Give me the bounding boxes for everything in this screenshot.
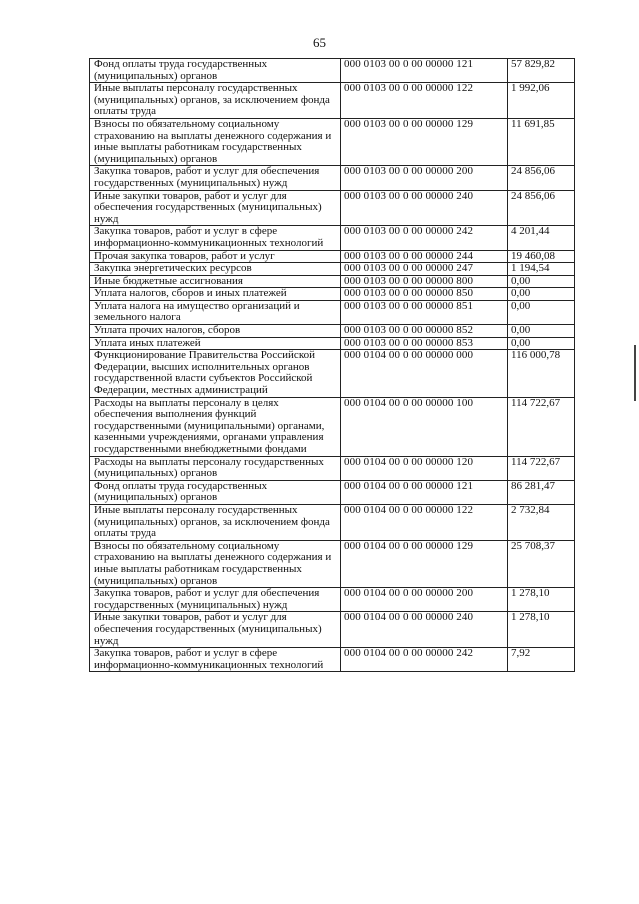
budget-code-cell: 000 0103 00 0 00 00000 853	[341, 337, 508, 350]
table-row	[90, 325, 575, 338]
budget-code-cell: 000 0103 00 0 00 00000 200	[341, 166, 508, 190]
table-row	[90, 540, 575, 587]
table-row	[90, 250, 575, 263]
expense-name-cell: Прочая закупка товаров, работ и услуг	[90, 250, 341, 263]
amount-cell: 114 722,67	[508, 456, 575, 480]
table-row	[90, 588, 575, 612]
expense-name-cell: Взносы по обязательному социальному страхованию на выплаты денежного содержания и иные выплаты работникам государственных (муниципальных) органов	[90, 118, 341, 165]
budget-code-cell: 000 0103 00 0 00 00000 852	[341, 325, 508, 338]
table-row	[90, 118, 575, 165]
budget-code-cell: 000 0103 00 0 00 00000 129	[341, 118, 508, 165]
expense-name-cell: Закупка товаров, работ и услуг для обеспечения государственных (муниципальных) нужд	[90, 588, 341, 612]
budget-code-cell: 000 0103 00 0 00 00000 244	[341, 250, 508, 263]
budget-code-cell: 000 0104 00 0 00 00000 000	[341, 350, 508, 397]
table-row	[90, 83, 575, 119]
amount-cell: 19 460,08	[508, 250, 575, 263]
table-body	[90, 59, 575, 672]
amount-cell: 0,00	[508, 288, 575, 301]
expense-name-cell: Уплата налога на имущество организаций и земельного налога	[90, 300, 341, 324]
amount-cell: 24 856,06	[508, 166, 575, 190]
expense-name-cell: Иные закупки товаров, работ и услуг для обеспечения государственных (муниципальных) нужд	[90, 612, 341, 648]
expense-name-cell: Уплата прочих налогов, сборов	[90, 325, 341, 338]
expense-name-cell: Иные закупки товаров, работ и услуг для обеспечения государственных (муниципальных) нужд	[90, 190, 341, 226]
table-row	[90, 397, 575, 456]
table-row	[90, 350, 575, 397]
amount-cell: 0,00	[508, 275, 575, 288]
amount-cell: 1 278,10	[508, 588, 575, 612]
table-row	[90, 480, 575, 504]
amount-cell: 57 829,82	[508, 59, 575, 83]
expense-name-cell: Уплата налогов, сборов и иных платежей	[90, 288, 341, 301]
budget-code-cell: 000 0104 00 0 00 00000 200	[341, 588, 508, 612]
amount-cell: 25 708,37	[508, 540, 575, 587]
expense-name-cell: Расходы на выплаты персоналу государственных (муниципальных) органов	[90, 456, 341, 480]
budget-code-cell: 000 0103 00 0 00 00000 851	[341, 300, 508, 324]
budget-code-cell: 000 0104 00 0 00 00000 122	[341, 504, 508, 540]
amount-cell: 86 281,47	[508, 480, 575, 504]
amount-cell: 0,00	[508, 300, 575, 324]
page-number: 65	[313, 35, 326, 50]
budget-code-cell: 000 0103 00 0 00 00000 242	[341, 226, 508, 250]
amount-cell: 1 278,10	[508, 612, 575, 648]
amount-cell: 4 201,44	[508, 226, 575, 250]
expense-name-cell: Иные выплаты персоналу государственных (муниципальных) органов, за исключением фонда оплаты труда	[90, 83, 341, 119]
table-row	[90, 504, 575, 540]
amount-cell: 116 000,78	[508, 350, 575, 397]
amount-cell: 1 992,06	[508, 83, 575, 119]
amount-cell: 24 856,06	[508, 190, 575, 226]
budget-code-cell: 000 0103 00 0 00 00000 247	[341, 263, 508, 276]
table-row	[90, 190, 575, 226]
table-row	[90, 263, 575, 276]
amount-cell: 0,00	[508, 325, 575, 338]
expense-name-cell: Закупка энергетических ресурсов	[90, 263, 341, 276]
expense-name-cell: Фонд оплаты труда государственных (муниципальных) органов	[90, 480, 341, 504]
budget-table	[89, 58, 575, 672]
budget-code-cell: 000 0104 00 0 00 00000 240	[341, 612, 508, 648]
table-row	[90, 166, 575, 190]
budget-code-cell: 000 0103 00 0 00 00000 122	[341, 83, 508, 119]
expense-name-cell: Функционирование Правительства Российской Федерации, высших исполнительных органов государственной власти субъектов Российской Федерации, местных администраций	[90, 350, 341, 397]
expense-name-cell: Закупка товаров, работ и услуг для обеспечения государственных (муниципальных) нужд	[90, 166, 341, 190]
budget-code-cell: 000 0104 00 0 00 00000 100	[341, 397, 508, 456]
expense-name-cell: Иные выплаты персоналу государственных (муниципальных) органов, за исключением фонда оплаты труда	[90, 504, 341, 540]
table-row	[90, 612, 575, 648]
amount-cell: 2 732,84	[508, 504, 575, 540]
budget-code-cell: 000 0104 00 0 00 00000 121	[341, 480, 508, 504]
expense-name-cell: Закупка товаров, работ и услуг в сфере информационно-коммуникационных технологий	[90, 648, 341, 672]
budget-code-cell: 000 0104 00 0 00 00000 129	[341, 540, 508, 587]
table-row	[90, 300, 575, 324]
expense-name-cell: Фонд оплаты труда государственных (муниципальных) органов	[90, 59, 341, 83]
budget-code-cell: 000 0103 00 0 00 00000 121	[341, 59, 508, 83]
budget-code-cell: 000 0103 00 0 00 00000 240	[341, 190, 508, 226]
budget-code-cell: 000 0104 00 0 00 00000 120	[341, 456, 508, 480]
expense-name-cell: Уплата иных платежей	[90, 337, 341, 350]
table-row	[90, 275, 575, 288]
table-row	[90, 456, 575, 480]
budget-code-cell: 000 0104 00 0 00 00000 242	[341, 648, 508, 672]
table-row	[90, 226, 575, 250]
expense-name-cell: Иные бюджетные ассигнования	[90, 275, 341, 288]
amount-cell: 0,00	[508, 337, 575, 350]
table-row	[90, 288, 575, 301]
budget-code-cell: 000 0103 00 0 00 00000 800	[341, 275, 508, 288]
table-row	[90, 59, 575, 83]
amount-cell: 7,92	[508, 648, 575, 672]
scan-edge-mark	[634, 345, 636, 401]
expense-name-cell: Расходы на выплаты персоналу в целях обеспечения выполнения функций государственными (муниципальными) органами, казенными учреждениями, органами управления государственными внебюджетными фондами	[90, 397, 341, 456]
amount-cell: 11 691,85	[508, 118, 575, 165]
budget-code-cell: 000 0103 00 0 00 00000 850	[341, 288, 508, 301]
expense-name-cell: Взносы по обязательному социальному страхованию на выплаты денежного содержания и иные выплаты работникам государственных (муниципальных) органов	[90, 540, 341, 587]
table-row	[90, 337, 575, 350]
table-row	[90, 648, 575, 672]
amount-cell: 114 722,67	[508, 397, 575, 456]
expense-name-cell: Закупка товаров, работ и услуг в сфере информационно-коммуникационных технологий	[90, 226, 341, 250]
amount-cell: 1 194,54	[508, 263, 575, 276]
